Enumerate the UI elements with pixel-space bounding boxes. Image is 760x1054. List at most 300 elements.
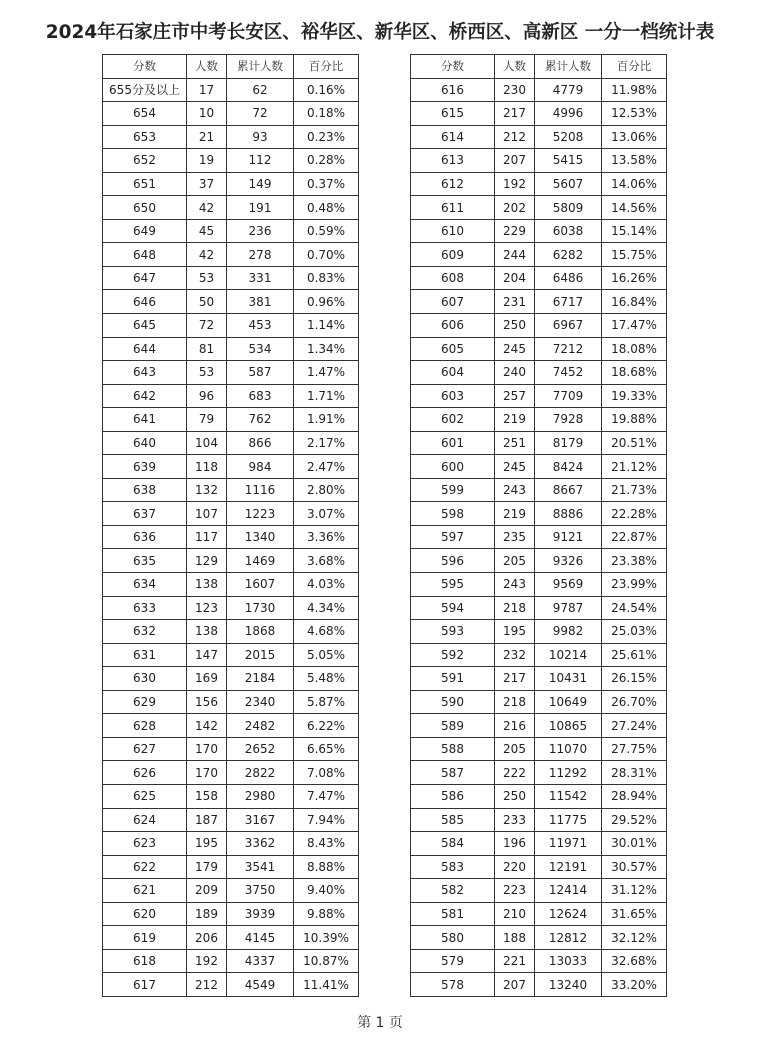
cell-score: 655分及以上: [103, 78, 187, 102]
table-row: [411, 596, 667, 620]
cell-score: 634: [103, 573, 187, 597]
cell-count: 243: [495, 478, 535, 502]
table-row: [103, 408, 359, 432]
cell-score: 628: [103, 714, 187, 738]
cell-percent: 8.88%: [294, 855, 359, 879]
cell-percent: 19.33%: [602, 384, 667, 408]
cell-percent: 19.88%: [602, 408, 667, 432]
cell-count: 104: [187, 431, 227, 455]
cell-count: 251: [495, 431, 535, 455]
table-row: [103, 832, 359, 856]
cell-cumulative: 1730: [227, 596, 294, 620]
cell-score: 616: [411, 78, 495, 102]
cell-score: 618: [103, 949, 187, 973]
cell-cumulative: 2184: [227, 667, 294, 691]
cell-cumulative: 13240: [535, 973, 602, 997]
cell-percent: 17.47%: [602, 314, 667, 338]
cell-score: 643: [103, 361, 187, 385]
cell-percent: 18.08%: [602, 337, 667, 361]
cell-score: 604: [411, 361, 495, 385]
cell-cumulative: 11292: [535, 761, 602, 785]
cell-count: 230: [495, 78, 535, 102]
table-row: [103, 596, 359, 620]
cell-cumulative: 3362: [227, 832, 294, 856]
cell-percent: 11.98%: [602, 78, 667, 102]
score-table-right: [410, 54, 667, 997]
cell-count: 189: [187, 902, 227, 926]
cell-score: 589: [411, 714, 495, 738]
cell-score: 630: [103, 667, 187, 691]
cell-score: 652: [103, 149, 187, 173]
table-row: [411, 784, 667, 808]
table-row: [411, 314, 667, 338]
header-percent: 百分比: [294, 55, 359, 79]
table-row: [103, 266, 359, 290]
cell-cumulative: 9787: [535, 596, 602, 620]
cell-score: 584: [411, 832, 495, 856]
cell-cumulative: 587: [227, 361, 294, 385]
table-row: [103, 243, 359, 267]
table-row: [103, 549, 359, 573]
cell-percent: 12.53%: [602, 102, 667, 126]
cell-score: 631: [103, 643, 187, 667]
table-row: [411, 643, 667, 667]
cell-percent: 6.65%: [294, 737, 359, 761]
cell-percent: 13.06%: [602, 125, 667, 149]
cell-score: 638: [103, 478, 187, 502]
cell-cumulative: 1469: [227, 549, 294, 573]
cell-count: 187: [187, 808, 227, 832]
table-row: [103, 502, 359, 526]
cell-count: 10: [187, 102, 227, 126]
cell-percent: 26.15%: [602, 667, 667, 691]
cell-count: 244: [495, 243, 535, 267]
cell-count: 202: [495, 196, 535, 220]
cell-cumulative: 191: [227, 196, 294, 220]
cell-cumulative: 381: [227, 290, 294, 314]
cell-count: 42: [187, 243, 227, 267]
cell-percent: 0.16%: [294, 78, 359, 102]
cell-count: 96: [187, 384, 227, 408]
cell-score: 626: [103, 761, 187, 785]
cell-percent: 0.70%: [294, 243, 359, 267]
table-row: [411, 290, 667, 314]
cell-count: 206: [187, 926, 227, 950]
cell-score: 611: [411, 196, 495, 220]
cell-cumulative: 8886: [535, 502, 602, 526]
cell-count: 50: [187, 290, 227, 314]
cell-cumulative: 2822: [227, 761, 294, 785]
cell-score: 579: [411, 949, 495, 973]
cell-cumulative: 7928: [535, 408, 602, 432]
cell-percent: 0.28%: [294, 149, 359, 173]
cell-cumulative: 72: [227, 102, 294, 126]
cell-cumulative: 112: [227, 149, 294, 173]
cell-count: 221: [495, 949, 535, 973]
cell-score: 650: [103, 196, 187, 220]
cell-score: 632: [103, 620, 187, 644]
cell-percent: 18.68%: [602, 361, 667, 385]
table-row: [103, 525, 359, 549]
cell-percent: 0.59%: [294, 219, 359, 243]
cell-count: 169: [187, 667, 227, 691]
table-row: [411, 266, 667, 290]
cell-count: 142: [187, 714, 227, 738]
cell-cumulative: 10649: [535, 690, 602, 714]
cell-score: 627: [103, 737, 187, 761]
table-row: [103, 219, 359, 243]
cell-count: 240: [495, 361, 535, 385]
cell-score: 622: [103, 855, 187, 879]
cell-score: 596: [411, 549, 495, 573]
cell-count: 192: [495, 172, 535, 196]
cell-percent: 7.47%: [294, 784, 359, 808]
cell-percent: 11.41%: [294, 973, 359, 997]
cell-percent: 33.20%: [602, 973, 667, 997]
cell-score: 585: [411, 808, 495, 832]
cell-score: 615: [411, 102, 495, 126]
cell-count: 170: [187, 737, 227, 761]
header-score: 分数: [411, 55, 495, 79]
cell-cumulative: 2340: [227, 690, 294, 714]
cell-count: 250: [495, 314, 535, 338]
table-row: [411, 690, 667, 714]
score-table-left: [102, 54, 359, 997]
cell-cumulative: 4337: [227, 949, 294, 973]
cell-score: 608: [411, 266, 495, 290]
table-row: [103, 855, 359, 879]
cell-percent: 31.65%: [602, 902, 667, 926]
cell-percent: 2.17%: [294, 431, 359, 455]
table-row: [103, 761, 359, 785]
table-row: [103, 149, 359, 173]
cell-score: 648: [103, 243, 187, 267]
cell-score: 642: [103, 384, 187, 408]
cell-count: 129: [187, 549, 227, 573]
cell-count: 218: [495, 690, 535, 714]
cell-count: 53: [187, 266, 227, 290]
cell-count: 21: [187, 125, 227, 149]
cell-percent: 29.52%: [602, 808, 667, 832]
cell-count: 235: [495, 525, 535, 549]
cell-count: 222: [495, 761, 535, 785]
cell-percent: 22.87%: [602, 525, 667, 549]
cell-cumulative: 1607: [227, 573, 294, 597]
table-row: [103, 290, 359, 314]
cell-cumulative: 3939: [227, 902, 294, 926]
cell-percent: 14.06%: [602, 172, 667, 196]
table-row: [103, 879, 359, 903]
cell-cumulative: 12414: [535, 879, 602, 903]
cell-cumulative: 12624: [535, 902, 602, 926]
cell-score: 612: [411, 172, 495, 196]
cell-percent: 28.31%: [602, 761, 667, 785]
cell-percent: 16.84%: [602, 290, 667, 314]
cell-percent: 1.34%: [294, 337, 359, 361]
cell-cumulative: 5809: [535, 196, 602, 220]
cell-percent: 32.12%: [602, 926, 667, 950]
cell-count: 219: [495, 408, 535, 432]
table-row: [103, 455, 359, 479]
cell-cumulative: 6282: [535, 243, 602, 267]
cell-score: 649: [103, 219, 187, 243]
cell-count: 123: [187, 596, 227, 620]
cell-cumulative: 1868: [227, 620, 294, 644]
cell-percent: 31.12%: [602, 879, 667, 903]
cell-count: 42: [187, 196, 227, 220]
cell-count: 217: [495, 667, 535, 691]
cell-percent: 9.88%: [294, 902, 359, 926]
table-row: [411, 714, 667, 738]
cell-cumulative: 6038: [535, 219, 602, 243]
table-row: [411, 149, 667, 173]
cell-cumulative: 8424: [535, 455, 602, 479]
table-row: [103, 196, 359, 220]
cell-percent: 15.75%: [602, 243, 667, 267]
cell-percent: 1.71%: [294, 384, 359, 408]
cell-count: 205: [495, 737, 535, 761]
cell-cumulative: 1223: [227, 502, 294, 526]
cell-cumulative: 9982: [535, 620, 602, 644]
cell-cumulative: 683: [227, 384, 294, 408]
table-row: [411, 737, 667, 761]
cell-count: 19: [187, 149, 227, 173]
header-cumulative: 累计人数: [535, 55, 602, 79]
cell-score: 617: [103, 973, 187, 997]
cell-percent: 15.14%: [602, 219, 667, 243]
cell-count: 147: [187, 643, 227, 667]
cell-count: 250: [495, 784, 535, 808]
header-count: 人数: [187, 55, 227, 79]
cell-cumulative: 6967: [535, 314, 602, 338]
cell-score: 646: [103, 290, 187, 314]
cell-percent: 23.99%: [602, 573, 667, 597]
table-row: [103, 620, 359, 644]
cell-percent: 23.38%: [602, 549, 667, 573]
cell-cumulative: 93: [227, 125, 294, 149]
cell-percent: 1.47%: [294, 361, 359, 385]
cell-cumulative: 6717: [535, 290, 602, 314]
cell-score: 582: [411, 879, 495, 903]
table-row: [411, 855, 667, 879]
table-row: [411, 102, 667, 126]
cell-score: 621: [103, 879, 187, 903]
table-row: [103, 478, 359, 502]
cell-percent: 0.96%: [294, 290, 359, 314]
cell-count: 179: [187, 855, 227, 879]
cell-score: 581: [411, 902, 495, 926]
cell-percent: 9.40%: [294, 879, 359, 903]
table-row: [411, 620, 667, 644]
cell-count: 212: [187, 973, 227, 997]
cell-count: 205: [495, 549, 535, 573]
cell-percent: 21.73%: [602, 478, 667, 502]
table-row: [411, 78, 667, 102]
cell-percent: 0.18%: [294, 102, 359, 126]
cell-count: 37: [187, 172, 227, 196]
cell-percent: 2.80%: [294, 478, 359, 502]
cell-percent: 5.48%: [294, 667, 359, 691]
cell-cumulative: 13033: [535, 949, 602, 973]
cell-count: 243: [495, 573, 535, 597]
cell-score: 619: [103, 926, 187, 950]
cell-score: 633: [103, 596, 187, 620]
table-row: [411, 478, 667, 502]
cell-count: 118: [187, 455, 227, 479]
cell-percent: 2.47%: [294, 455, 359, 479]
cell-cumulative: 149: [227, 172, 294, 196]
table-row: [411, 573, 667, 597]
cell-count: 107: [187, 502, 227, 526]
cell-cumulative: 236: [227, 219, 294, 243]
table-row: [103, 314, 359, 338]
cell-score: 653: [103, 125, 187, 149]
header-count: 人数: [495, 55, 535, 79]
cell-cumulative: 6486: [535, 266, 602, 290]
cell-score: 629: [103, 690, 187, 714]
cell-score: 609: [411, 243, 495, 267]
cell-cumulative: 5415: [535, 149, 602, 173]
header-score: 分数: [103, 55, 187, 79]
table-row: [103, 172, 359, 196]
table-row: [411, 219, 667, 243]
cell-count: 195: [187, 832, 227, 856]
cell-count: 138: [187, 573, 227, 597]
cell-count: 229: [495, 219, 535, 243]
cell-score: 578: [411, 973, 495, 997]
cell-cumulative: 8667: [535, 478, 602, 502]
cell-percent: 5.05%: [294, 643, 359, 667]
cell-score: 594: [411, 596, 495, 620]
table-row: [411, 973, 667, 997]
cell-percent: 1.91%: [294, 408, 359, 432]
cell-count: 232: [495, 643, 535, 667]
cell-count: 245: [495, 455, 535, 479]
cell-percent: 7.94%: [294, 808, 359, 832]
table-row: [103, 643, 359, 667]
cell-count: 45: [187, 219, 227, 243]
table-row: [103, 949, 359, 973]
cell-percent: 27.75%: [602, 737, 667, 761]
cell-cumulative: 12812: [535, 926, 602, 950]
cell-cumulative: 5208: [535, 125, 602, 149]
cell-score: 588: [411, 737, 495, 761]
cell-percent: 26.70%: [602, 690, 667, 714]
cell-percent: 20.51%: [602, 431, 667, 455]
table-row: [411, 808, 667, 832]
cell-count: 132: [187, 478, 227, 502]
cell-count: 79: [187, 408, 227, 432]
table-row: [411, 949, 667, 973]
cell-percent: 3.36%: [294, 525, 359, 549]
cell-cumulative: 9326: [535, 549, 602, 573]
cell-score: 599: [411, 478, 495, 502]
cell-score: 590: [411, 690, 495, 714]
table-header-row: [103, 55, 359, 79]
cell-percent: 21.12%: [602, 455, 667, 479]
table-row: [411, 502, 667, 526]
cell-score: 613: [411, 149, 495, 173]
cell-percent: 22.28%: [602, 502, 667, 526]
cell-cumulative: 1116: [227, 478, 294, 502]
table-row: [103, 102, 359, 126]
cell-percent: 8.43%: [294, 832, 359, 856]
cell-count: 53: [187, 361, 227, 385]
cell-percent: 30.57%: [602, 855, 667, 879]
cell-cumulative: 2652: [227, 737, 294, 761]
cell-score: 654: [103, 102, 187, 126]
cell-cumulative: 4779: [535, 78, 602, 102]
cell-cumulative: 534: [227, 337, 294, 361]
cell-score: 591: [411, 667, 495, 691]
cell-count: 204: [495, 266, 535, 290]
cell-cumulative: 2015: [227, 643, 294, 667]
table-row: [411, 525, 667, 549]
cell-percent: 27.24%: [602, 714, 667, 738]
cell-cumulative: 11775: [535, 808, 602, 832]
cell-percent: 7.08%: [294, 761, 359, 785]
cell-count: 117: [187, 525, 227, 549]
cell-percent: 5.87%: [294, 690, 359, 714]
cell-score: 636: [103, 525, 187, 549]
table-row: [411, 337, 667, 361]
cell-percent: 0.48%: [294, 196, 359, 220]
table-row: [411, 832, 667, 856]
table-row: [103, 808, 359, 832]
cell-score: 644: [103, 337, 187, 361]
cell-percent: 13.58%: [602, 149, 667, 173]
cell-cumulative: 3541: [227, 855, 294, 879]
table-row: [411, 384, 667, 408]
cell-percent: 0.23%: [294, 125, 359, 149]
cell-count: 217: [495, 102, 535, 126]
cell-count: 81: [187, 337, 227, 361]
table-row: [411, 361, 667, 385]
cell-count: 218: [495, 596, 535, 620]
table-row: [103, 690, 359, 714]
cell-cumulative: 7709: [535, 384, 602, 408]
cell-score: 606: [411, 314, 495, 338]
cell-score: 640: [103, 431, 187, 455]
table-row: [411, 549, 667, 573]
cell-cumulative: 12191: [535, 855, 602, 879]
cell-percent: 28.94%: [602, 784, 667, 808]
table-row: [103, 125, 359, 149]
cell-percent: 25.61%: [602, 643, 667, 667]
cell-score: 587: [411, 761, 495, 785]
cell-cumulative: 10214: [535, 643, 602, 667]
cell-score: 645: [103, 314, 187, 338]
cell-count: 72: [187, 314, 227, 338]
table-row: [103, 361, 359, 385]
cell-count: 170: [187, 761, 227, 785]
cell-count: 188: [495, 926, 535, 950]
cell-percent: 24.54%: [602, 596, 667, 620]
cell-cumulative: 2980: [227, 784, 294, 808]
table-row: [411, 431, 667, 455]
cell-count: 212: [495, 125, 535, 149]
table-row: [411, 879, 667, 903]
cell-percent: 16.26%: [602, 266, 667, 290]
cell-cumulative: 866: [227, 431, 294, 455]
cell-count: 220: [495, 855, 535, 879]
cell-score: 614: [411, 125, 495, 149]
cell-score: 624: [103, 808, 187, 832]
cell-score: 603: [411, 384, 495, 408]
cell-score: 605: [411, 337, 495, 361]
cell-cumulative: 9121: [535, 525, 602, 549]
cell-cumulative: 278: [227, 243, 294, 267]
